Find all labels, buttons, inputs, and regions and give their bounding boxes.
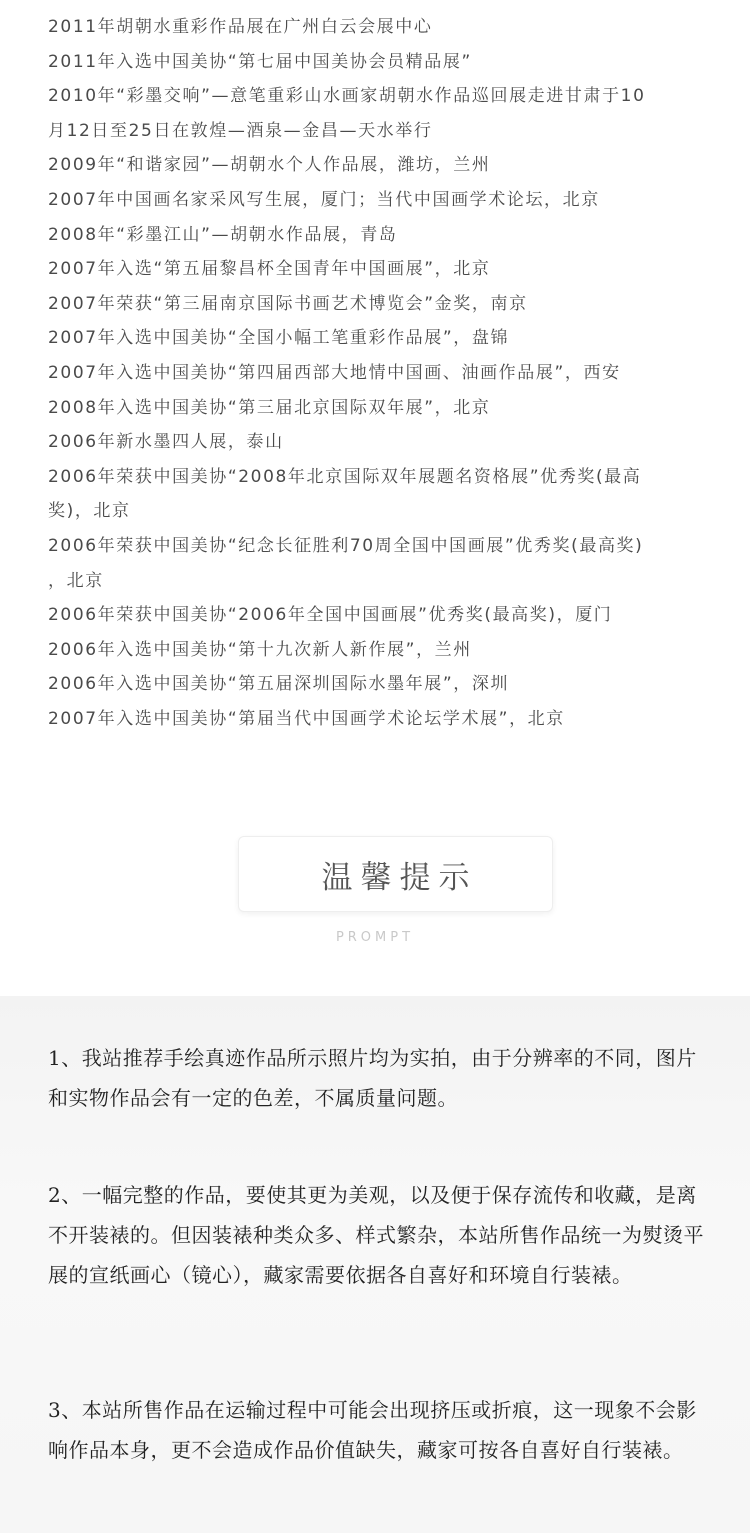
list-item: 2007年入选中国美协“第届当代中国画学术论坛学术展”，北京	[48, 708, 565, 729]
notice-heading-box	[238, 836, 553, 912]
list-item: ，北京	[48, 570, 104, 591]
list-item: 2011年入选中国美协“第七届中国美协会员精品展”	[48, 51, 472, 72]
list-item: 2006年入选中国美协“第十九次新人新作展”，兰州	[48, 639, 472, 660]
tip-paragraph: 1、我站推荐手绘真迹作品所示照片均为实拍，由于分辨率的不同，图片和实物作品会有一定的色差，不属质量问题。	[48, 1046, 697, 1110]
list-item: 2006年荣获中国美协“2008年北京国际双年展题名资格展”优秀奖(最高	[48, 466, 642, 487]
list-item: 2007年入选中国美协“全国小幅工笔重彩作品展”，盘锦	[48, 328, 510, 349]
list-item: 2007年入选“第五届黎昌杯全国青年中国画展”，北京	[48, 259, 491, 280]
list-item: 2010年“彩墨交响”—意笔重彩山水画家胡朝水作品巡回展走进甘肃于10	[48, 86, 646, 107]
list-item: 月12日至25日在敦煌—酒泉—金昌—天水举行	[48, 120, 433, 141]
list-item: 2009年“和谐家园”—胡朝水个人作品展，潍坊，兰州	[48, 155, 491, 176]
exhibition-list	[48, 10, 718, 736]
tip-paragraph: 2、一幅完整的作品，要使其更为美观，以及便于保存流传和收藏，是离不开装裱的。但因装裱种类众多、样式繁杂，本站所售作品统一为熨烫平展的宣纸画心（镜心），藏家需要依据各自喜好和环境自行装裱。	[48, 1183, 704, 1287]
list-item: 2006年荣获中国美协“2006年全国中国画展”优秀奖(最高奖)，厦门	[48, 605, 613, 626]
list-item: 2007年中国画名家采风写生展，厦门；当代中国画学术论坛，北京	[48, 189, 600, 210]
notice-subtitle: PROMPT	[335, 930, 415, 945]
list-item: 2006年入选中国美协“第五届深圳国际水墨年展”，深圳	[48, 674, 510, 695]
list-item: 奖)，北京	[48, 501, 131, 522]
list-item: 2008年入选中国美协“第三届北京国际双年展”，北京	[48, 397, 491, 418]
list-item: 2006年荣获中国美协“纪念长征胜利70周全国中国画展”优秀奖(最高奖)	[48, 535, 644, 556]
list-item: 2007年入选中国美协“第四届西部大地情中国画、油画作品展”，西安	[48, 362, 621, 383]
cropped-text-line	[48, 0, 348, 4]
list-item: 2007年荣获“第三届南京国际书画艺术博览会”金奖，南京	[48, 293, 528, 314]
list-item: 2011年胡朝水重彩作品展在广州白云会展中心	[48, 17, 433, 37]
notice-title: 温馨提示	[321, 859, 478, 896]
list-item: 2006年新水墨四人展，泰山	[48, 432, 284, 453]
tip-paragraph: 3、本站所售作品在运输过程中可能会出现挤压或折痕，这一现象不会影响作品本身，更不会造成作品价值缺失，藏家可按各自喜好自行装裱。	[48, 1398, 697, 1462]
list-item: 2008年“彩墨江山”—胡朝水作品展，青岛	[48, 224, 398, 245]
